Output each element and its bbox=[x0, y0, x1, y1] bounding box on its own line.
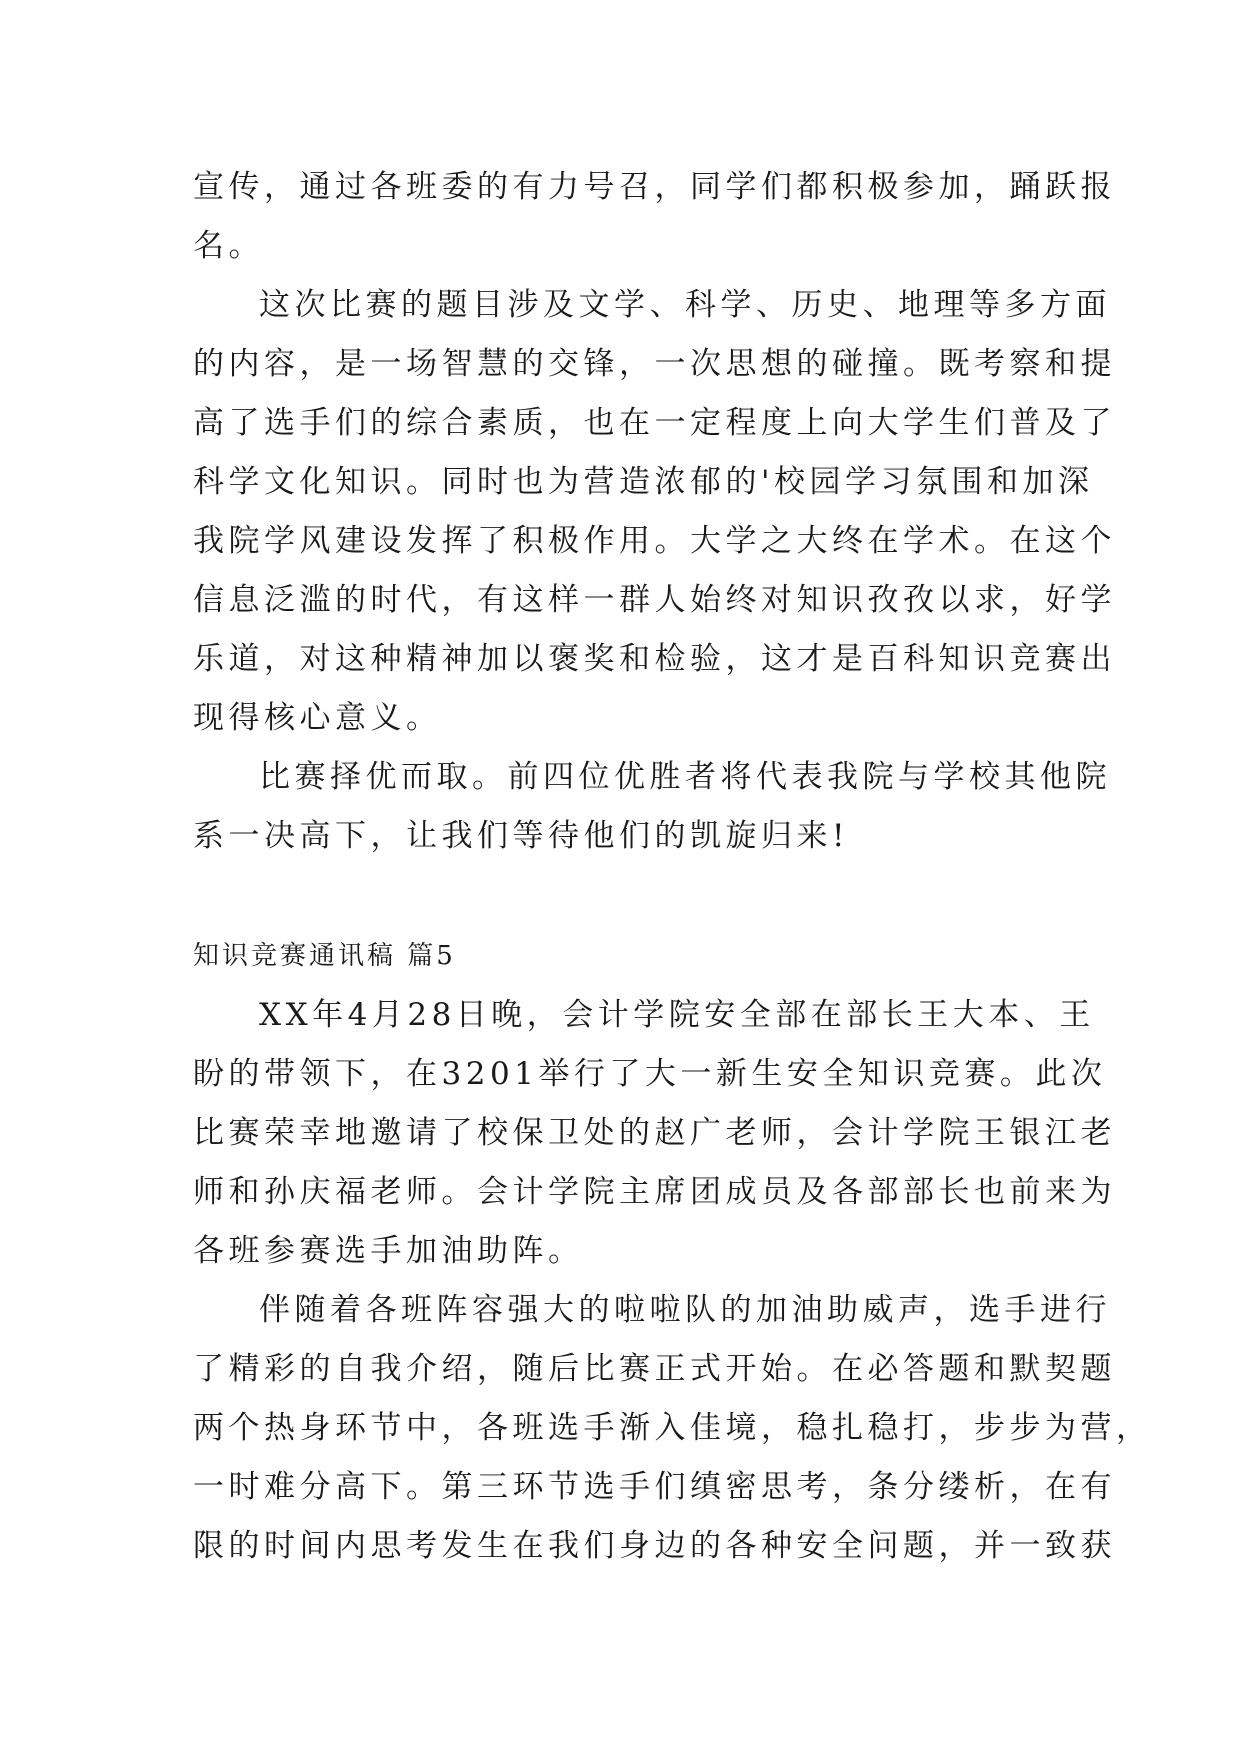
text-line: 各班参赛选手加油助阵。 bbox=[193, 1233, 584, 1269]
text-line: 信息泛滥的时代，有这样一群人始终对知识孜孜以求，好学 bbox=[193, 582, 1116, 618]
text-line: 限的时间内思考发生在我们身边的各种安全问题，并一致获 bbox=[193, 1528, 1116, 1564]
text-line: 高了选手们的综合素质，也在一定程度上向大学生们普及了 bbox=[193, 405, 1116, 441]
section-heading: 知识竞赛通讯稿 篇5 bbox=[193, 941, 456, 971]
paragraph-3 bbox=[193, 748, 1111, 866]
text-line: 盼的带领下，在3201举行了大一新生安全知识竞赛。此次 bbox=[193, 1056, 1107, 1092]
section-spacer bbox=[193, 866, 1049, 927]
text-line: 科学文化知识。同时也为营造浓郁的'校园学习氛围和加深 bbox=[193, 464, 1094, 500]
text-line: 我院学风建设发挥了积极作用。大学之大终在学术。在这个 bbox=[193, 523, 1116, 559]
text-line: 乐道，对这种精神加以褒奖和检验，这才是百科知识竞赛出 bbox=[193, 641, 1116, 677]
text-line: 系一决高下，让我们等待他们的凯旋归来! bbox=[193, 818, 849, 854]
text-line: 了精彩的自我介绍，随后比赛正式开始。在必答题和默契题 bbox=[193, 1351, 1116, 1387]
paragraph-4 bbox=[193, 986, 1116, 1281]
text-line: 宣传，通过各班委的有力号召，同学们都积极参加，踊跃报 bbox=[193, 169, 1116, 205]
paragraph-5 bbox=[193, 1281, 1152, 1576]
text-line: 现得核心意义。 bbox=[193, 700, 442, 736]
text-line: 师和孙庆福老师。会计学院主席团成员及各部部长也前来为 bbox=[193, 1174, 1116, 1210]
text-line: XX年4月28日晚，会计学院安全部在部长王大本、王 bbox=[259, 997, 1095, 1033]
text-line: 比赛荣幸地邀请了校保卫处的赵广老师，会计学院王银江老 bbox=[193, 1115, 1116, 1151]
paragraph-1 bbox=[193, 158, 1116, 276]
text-line: 这次比赛的题目涉及文学、科学、历史、地理等多方面 bbox=[259, 287, 1111, 323]
paragraph-2 bbox=[193, 276, 1116, 748]
document-body bbox=[193, 158, 1152, 1576]
text-line: 两个热身环节中，各班选手渐入佳境，稳扎稳打，步步为营， bbox=[193, 1410, 1152, 1446]
text-line: 一时难分高下。第三环节选手们缜密思考，条分缕析，在有 bbox=[193, 1469, 1116, 1505]
text-line: 的内容，是一场智慧的交锋，一次思想的碰撞。既考察和提 bbox=[193, 346, 1116, 382]
text-line: 名。 bbox=[193, 228, 264, 264]
text-line: 比赛择优而取。前四位优胜者将代表我院与学校其他院 bbox=[259, 759, 1111, 795]
text-line: 伴随着各班阵容强大的啦啦队的加油助威声，选手进行 bbox=[259, 1292, 1111, 1328]
